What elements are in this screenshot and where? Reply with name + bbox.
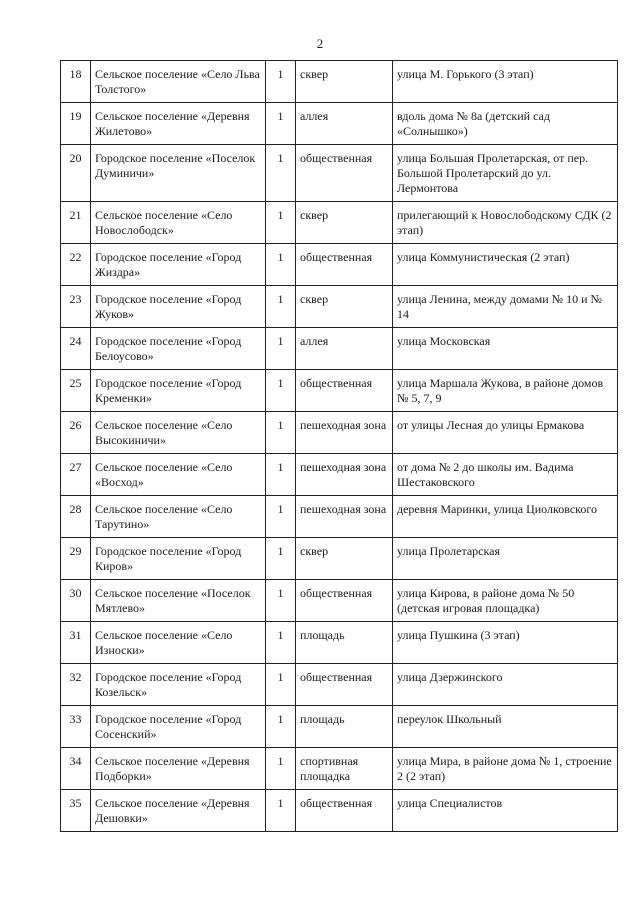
table-row <box>61 61 618 103</box>
address-cell: улица Пролетарская <box>393 538 618 580</box>
quantity-cell: 1 <box>266 454 296 496</box>
row-number-cell: 26 <box>61 412 91 454</box>
territory-type-cell: сквер <box>296 286 393 328</box>
row-number-cell: 22 <box>61 244 91 286</box>
table-row <box>61 622 618 664</box>
address-cell: улица Ленина, между домами № 10 и № 14 <box>393 286 618 328</box>
settlement-cell: Городское поселение «Город Белоусово» <box>91 328 266 370</box>
address-cell: вдоль дома № 8а (детский сад «Солнышко») <box>393 103 618 145</box>
settlement-cell: Сельское поселение «Село Высокиничи» <box>91 412 266 454</box>
quantity-cell: 1 <box>266 61 296 103</box>
table-row <box>61 748 618 790</box>
row-number-cell: 31 <box>61 622 91 664</box>
row-number-cell: 28 <box>61 496 91 538</box>
table-row <box>61 103 618 145</box>
table-row <box>61 706 618 748</box>
settlement-cell: Сельское поселение «Село Тарутино» <box>91 496 266 538</box>
quantity-cell: 1 <box>266 328 296 370</box>
address-cell: улица М. Горького (3 этап) <box>393 61 618 103</box>
address-cell: улица Большая Пролетарская, от пер. Большой Пролетарский до ул. Лермонтова <box>393 145 618 202</box>
territory-type-cell: спортивная площадка <box>296 748 393 790</box>
settlement-cell: Городское поселение «Поселок Думиничи» <box>91 145 266 202</box>
territory-type-cell: общественная <box>296 664 393 706</box>
quantity-cell: 1 <box>266 244 296 286</box>
table-row <box>61 412 618 454</box>
territory-type-cell: пешеходная зона <box>296 412 393 454</box>
address-cell: улица Маршала Жукова, в районе домов № 5, 7, 9 <box>393 370 618 412</box>
quantity-cell: 1 <box>266 790 296 832</box>
quantity-cell: 1 <box>266 538 296 580</box>
table-row <box>61 496 618 538</box>
table-row <box>61 328 618 370</box>
territory-type-cell: площадь <box>296 622 393 664</box>
quantity-cell: 1 <box>266 412 296 454</box>
settlement-cell: Сельское поселение «Деревня Подборки» <box>91 748 266 790</box>
row-number-cell: 33 <box>61 706 91 748</box>
settlement-cell: Сельское поселение «Село Износки» <box>91 622 266 664</box>
table-row <box>61 244 618 286</box>
table-row <box>61 145 618 202</box>
territory-type-cell: сквер <box>296 61 393 103</box>
row-number-cell: 34 <box>61 748 91 790</box>
quantity-cell: 1 <box>266 202 296 244</box>
territory-type-cell: пешеходная зона <box>296 496 393 538</box>
row-number-cell: 32 <box>61 664 91 706</box>
row-number-cell: 35 <box>61 790 91 832</box>
quantity-cell: 1 <box>266 664 296 706</box>
settlement-cell: Городское поселение «Город Жуков» <box>91 286 266 328</box>
row-number-cell: 27 <box>61 454 91 496</box>
address-cell: улица Пушкина (3 этап) <box>393 622 618 664</box>
address-cell: прилегающий к Новослободскому СДК (2 этап) <box>393 202 618 244</box>
quantity-cell: 1 <box>266 748 296 790</box>
table-row <box>61 202 618 244</box>
territory-type-cell: общественная <box>296 244 393 286</box>
settlement-cell: Городское поселение «Город Кременки» <box>91 370 266 412</box>
settlement-cell: Городское поселение «Город Сосенский» <box>91 706 266 748</box>
table-row <box>61 580 618 622</box>
settlement-cell: Городское поселение «Город Киров» <box>91 538 266 580</box>
territory-type-cell: площадь <box>296 706 393 748</box>
row-number-cell: 23 <box>61 286 91 328</box>
quantity-cell: 1 <box>266 286 296 328</box>
address-cell: улица Дзержинского <box>393 664 618 706</box>
address-cell: переулок Школьный <box>393 706 618 748</box>
territory-type-cell: сквер <box>296 202 393 244</box>
address-cell: улица Кирова, в районе дома № 50 (детская игровая площадка) <box>393 580 618 622</box>
address-cell: деревня Маринки, улица Циолковского <box>393 496 618 538</box>
settlement-cell: Городское поселение «Город Жиздра» <box>91 244 266 286</box>
quantity-cell: 1 <box>266 370 296 412</box>
quantity-cell: 1 <box>266 622 296 664</box>
territory-type-cell: аллея <box>296 103 393 145</box>
address-cell: улица Мира, в районе дома № 1, строение 2 (2 этап) <box>393 748 618 790</box>
table-row <box>61 454 618 496</box>
territory-type-cell: пешеходная зона <box>296 454 393 496</box>
table-row <box>61 286 618 328</box>
table-row <box>61 664 618 706</box>
territory-type-cell: общественная <box>296 790 393 832</box>
settlement-cell: Сельское поселение «Село Льва Толстого» <box>91 61 266 103</box>
settlement-cell: Городское поселение «Город Козельск» <box>91 664 266 706</box>
settlement-cell: Сельское поселение «Деревня Жилетово» <box>91 103 266 145</box>
row-number-cell: 30 <box>61 580 91 622</box>
row-number-cell: 29 <box>61 538 91 580</box>
table-row <box>61 790 618 832</box>
settlements-table <box>60 60 618 832</box>
settlement-cell: Сельское поселение «Село Новослободск» <box>91 202 266 244</box>
quantity-cell: 1 <box>266 496 296 538</box>
address-cell: от дома № 2 до школы им. Вадима Шестаковского <box>393 454 618 496</box>
row-number-cell: 19 <box>61 103 91 145</box>
territory-type-cell: общественная <box>296 580 393 622</box>
address-cell: улица Специалистов <box>393 790 618 832</box>
quantity-cell: 1 <box>266 580 296 622</box>
territory-type-cell: сквер <box>296 538 393 580</box>
territory-type-cell: общественная <box>296 370 393 412</box>
row-number-cell: 20 <box>61 145 91 202</box>
settlement-cell: Сельское поселение «Поселок Мятлево» <box>91 580 266 622</box>
settlement-cell: Сельское поселение «Село «Восход» <box>91 454 266 496</box>
quantity-cell: 1 <box>266 145 296 202</box>
page-number: 2 <box>316 36 324 51</box>
address-cell: улица Коммунистическая (2 этап) <box>393 244 618 286</box>
quantity-cell: 1 <box>266 706 296 748</box>
quantity-cell: 1 <box>266 103 296 145</box>
territory-type-cell: аллея <box>296 328 393 370</box>
row-number-cell: 25 <box>61 370 91 412</box>
table-row <box>61 538 618 580</box>
row-number-cell: 24 <box>61 328 91 370</box>
settlement-cell: Сельское поселение «Деревня Дешовки» <box>91 790 266 832</box>
territory-type-cell: общественная <box>296 145 393 202</box>
address-cell: от улицы Лесная до улицы Ермакова <box>393 412 618 454</box>
address-cell: улица Московская <box>393 328 618 370</box>
table-body <box>61 61 618 832</box>
row-number-cell: 18 <box>61 61 91 103</box>
table-row <box>61 370 618 412</box>
row-number-cell: 21 <box>61 202 91 244</box>
